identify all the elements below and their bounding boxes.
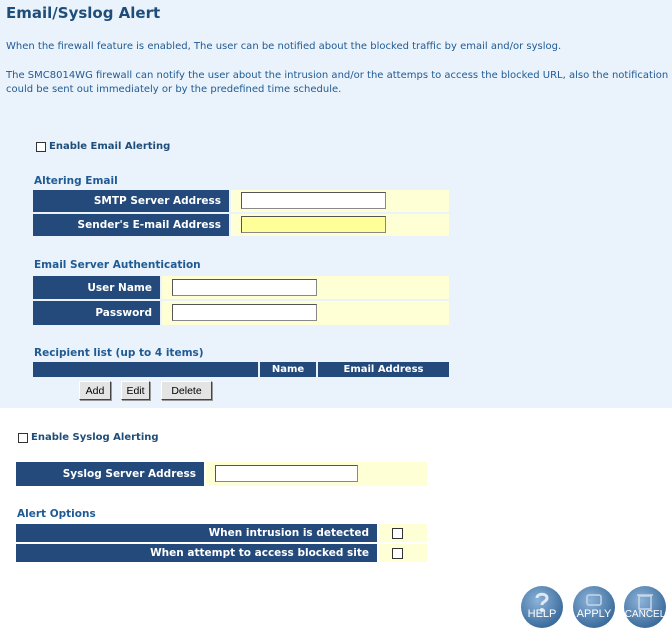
intrusion-detected-label: When intrusion is detected — [16, 524, 377, 542]
user-name-label: User Name — [33, 276, 160, 299]
email-auth-heading: Email Server Authentication — [34, 259, 201, 271]
alert-options-heading: Alert Options — [17, 508, 96, 520]
smtp-server-input[interactable] — [241, 192, 386, 209]
recipient-name-column: Name — [260, 362, 316, 377]
intro-paragraph-1: When the firewall feature is enabled, The user can be notified about the blocked traffic by email and/or syslog. — [6, 41, 562, 52]
blocked-site-row — [379, 544, 427, 562]
enable-email-checkbox[interactable] — [36, 142, 46, 152]
altering-email-heading: Altering Email — [34, 175, 118, 187]
user-name-input[interactable] — [172, 279, 317, 296]
enable-email-label: Enable Email Alerting — [49, 141, 171, 152]
enable-syslog-alerting[interactable] — [18, 432, 159, 443]
intrusion-detected-row — [379, 524, 427, 542]
intro-paragraph-2: The SMC8014WG firewall can notify the user about the intrusion and/or the attemps to access the blocked URL, also the notification could be sent out immediately or by the predefined time schedule. — [6, 70, 669, 95]
cancel-button[interactable] — [624, 586, 666, 628]
enable-email-alerting[interactable] — [36, 141, 170, 152]
password-input[interactable] — [172, 304, 317, 321]
recipient-email-column: Email Address — [318, 362, 449, 377]
smtp-server-label: SMTP Server Address — [33, 190, 229, 212]
enable-syslog-checkbox[interactable] — [18, 433, 28, 443]
cancel-label: CANCEL — [624, 609, 666, 620]
recipient-list-heading: Recipient list (up to 4 items) — [34, 347, 204, 359]
blocked-site-label: When attempt to access blocked site — [16, 544, 377, 562]
enable-syslog-label: Enable Syslog Alerting — [31, 432, 159, 443]
syslog-server-input[interactable] — [215, 465, 358, 482]
apply-button[interactable] — [573, 586, 615, 628]
password-label: Password — [33, 301, 160, 325]
page-title: Email/Syslog Alert — [6, 4, 161, 22]
add-button[interactable]: Add — [79, 381, 111, 400]
blocked-site-checkbox[interactable] — [392, 548, 403, 559]
help-button[interactable] — [521, 586, 563, 628]
recipient-select-column — [33, 362, 258, 377]
intrusion-detected-checkbox[interactable] — [392, 528, 403, 539]
sender-email-label: Sender's E-mail Address — [33, 214, 229, 236]
delete-button[interactable]: Delete — [161, 381, 212, 400]
edit-button[interactable]: Edit — [121, 381, 150, 400]
help-label: HELP — [527, 608, 557, 620]
syslog-server-label: Syslog Server Address — [16, 462, 204, 486]
apply-label: APPLY — [576, 608, 612, 620]
sender-email-input[interactable] — [241, 216, 386, 233]
